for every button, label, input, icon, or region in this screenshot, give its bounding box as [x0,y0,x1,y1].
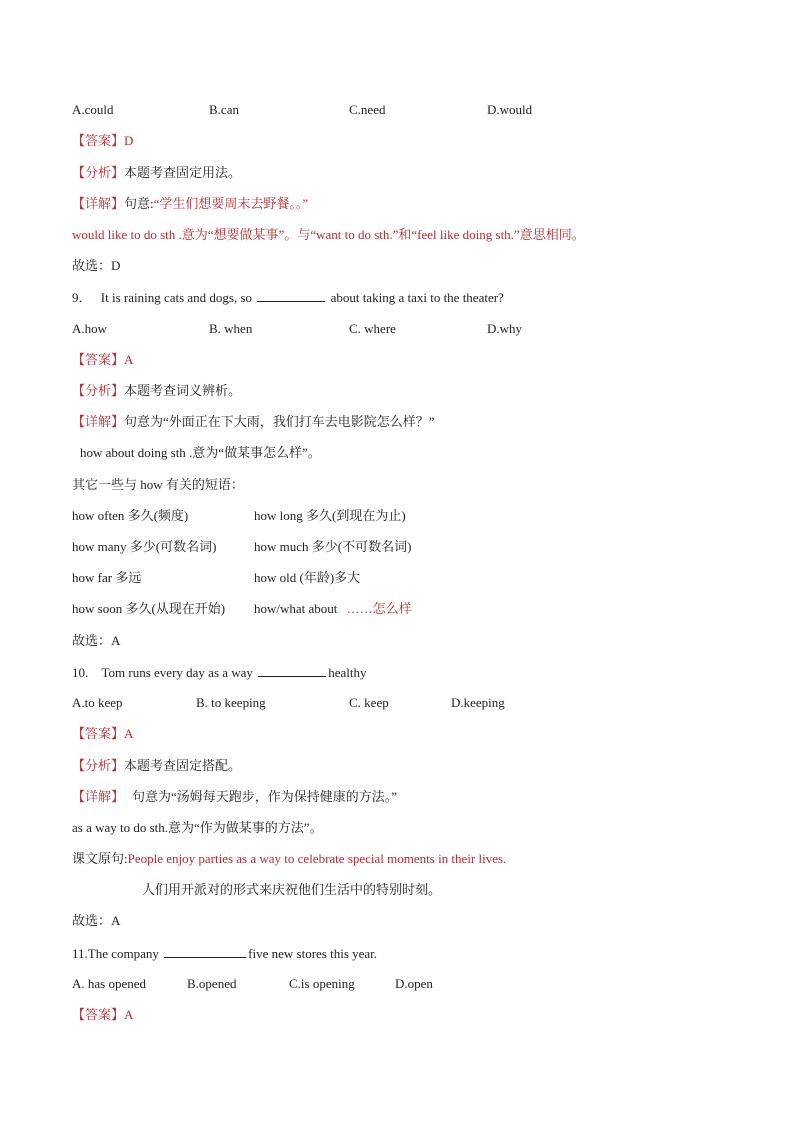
q8-answer [72,132,133,150]
q10-explanation: as a way to do sth.意为“作为做某事的方法”。 [72,820,323,835]
q10-stem [72,663,366,682]
q9-detail [72,413,435,431]
q8-option-b: B.can [209,102,239,117]
analysis-tag: 【分析】 [72,383,125,398]
q8-detail [72,195,308,213]
detail-tag: 【详解】 [72,196,125,211]
detail-tag: 【详解】 [72,414,125,429]
q8-explanation: would like to do sth .意为“想要做某事”。与“want to do sth.”和“feel like doing sth.”意思相同。 [72,227,585,242]
stem-part-a: The company [87,946,159,961]
answer-value: D [124,133,134,148]
answer-tag: 【答案】 [72,1007,125,1022]
analysis-text: 本题考查固定用法。 [124,165,242,180]
detail-text: 句意为“汤姆每天跑步，作为保持健康的方法。” [132,789,398,804]
q8-option-a: A.could [72,102,114,117]
q9-answer [72,351,133,369]
analysis-text: 本题考查词义辨析。 [124,383,242,398]
q10-option-a: A.to keep [72,695,123,710]
q9-stem [72,288,504,307]
q10-text-translation: 人们用开派对的形式来庆祝他们生活中的特别时刻。 [142,882,442,897]
q8-analysis [72,164,241,182]
phrase-how-often: how often 多久(频度) [72,508,189,523]
q9-explanation: how about doing sth .意为“做某事怎么样”。 [80,445,321,460]
answer-tag: 【答案】 [72,352,125,367]
q9-option-c: C. where [349,321,396,336]
phrase-how-long: how long 多久(到现在为止) [254,508,406,523]
q9-option-b: B. when [209,321,253,336]
answer-tag: 【答案】 [72,133,125,148]
stem-part-a: It is raining cats and dogs, so [100,290,253,305]
q8-choice: 故选：D [72,258,121,273]
question-number: 11. [72,946,88,961]
detail-tag: 【详解】 [72,789,125,804]
analysis-text: 本题考查固定搭配。 [124,758,242,773]
stem-part-b: healthy [328,665,367,680]
answer-blank [258,663,326,677]
stem-part-b: five new stores this year. [248,946,378,961]
phrase-how-far: how far 多远 [72,570,142,585]
stem-part-a: Tom runs every day as a way [101,665,253,680]
q9-option-d: D.why [487,321,523,336]
detail-text: 句意为“外面正在下大雨，我们打车去电影院怎么样？” [124,414,435,429]
question-number: 10. [72,665,89,680]
phrase-how-many: how many 多少(可数名词) [72,539,217,554]
q9-option-a: A.how [72,321,108,336]
q8-option-d: D.would [487,102,533,117]
answer-blank [164,944,246,958]
answer-tag: 【答案】 [72,726,125,741]
q11-stem [72,944,377,963]
phrase-how-soon: how soon 多久(从现在开始) [72,601,226,616]
q11-option-d: D.open [395,976,433,991]
text-source-tag: 课文原句: [72,851,128,866]
q10-answer [72,725,133,743]
phrase-how-what-about-cn: ……怎么样 [346,601,412,616]
answer-value: A [124,1007,134,1022]
detail-text: “学生们想要周末去野餐。。” [153,196,309,211]
q9-analysis [72,382,241,400]
stem-part-b: about taking a taxi to the theater? [330,290,504,305]
analysis-tag: 【分析】 [72,165,125,180]
question-number: 9． [72,290,92,305]
phrase-how-old: how old (年龄)多大 [254,570,361,585]
q10-option-d: D.keeping [451,695,505,710]
phrase-how-what-about [254,600,412,618]
q9-phrases-title: 其它一些与 how 有关的短语： [72,477,244,492]
q10-detail [72,788,397,806]
answer-value: A [124,726,134,741]
answer-value: A [124,352,134,367]
q11-option-c: C.is opening [289,976,355,991]
q10-option-c: C. keep [349,695,389,710]
q10-option-b: B. to keeping [196,695,266,710]
q8-option-c: C.need [349,102,386,117]
q11-option-b: B.opened [187,976,237,991]
detail-prefix: 句意: [124,196,154,211]
q10-analysis [72,757,241,775]
answer-blank [257,288,325,302]
q9-choice: 故选：A [72,633,121,648]
phrase-how-what-about-en: how/what about [254,601,338,616]
phrase-how-much: how much 多少(不可数名词) [254,539,412,554]
text-source-sentence: People enjoy parties as a way to celebrate special moments in their lives. [127,851,507,866]
q11-answer [72,1006,133,1024]
q10-choice: 故选：A [72,913,121,928]
q10-text-source [72,850,506,868]
analysis-tag: 【分析】 [72,758,125,773]
q11-option-a: A. has opened [72,976,147,991]
